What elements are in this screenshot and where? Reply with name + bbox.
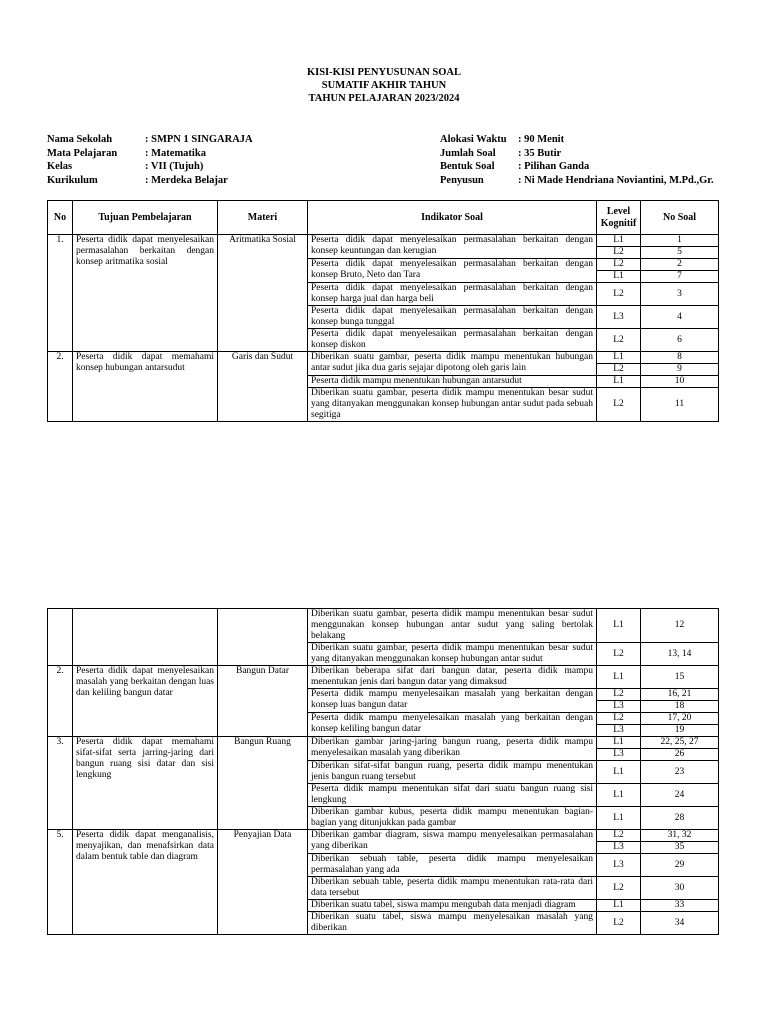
indicator: Peserta didik mampu menentukan sifat dari suatu bangun ruang sisi lengkung bbox=[308, 784, 597, 807]
cognitive-level: L2 bbox=[597, 713, 641, 725]
meta-value: : SMPN 1 SINGARAJA bbox=[145, 134, 253, 145]
indicator: Peserta didik dapat menyelesaikan permasalahan berkaitan dengan konsep Bruto, Neto dan Tara bbox=[308, 259, 597, 283]
question-number: 4 bbox=[641, 306, 719, 329]
meta-label: Kurikulum bbox=[47, 174, 98, 186]
table-row bbox=[48, 352, 719, 364]
question-number: 8 bbox=[641, 352, 719, 364]
kisi-kisi-table-part-2 bbox=[47, 608, 719, 935]
col-header-indikator: Indikator Soal bbox=[308, 201, 597, 235]
col-header-no-soal: No Soal bbox=[641, 201, 719, 235]
question-number: 11 bbox=[641, 388, 719, 422]
question-number: 22, 25, 27 bbox=[641, 737, 719, 749]
row-number: 2. bbox=[48, 666, 73, 737]
cognitive-level: L3 bbox=[597, 725, 641, 737]
learning-objective: Peserta didik dapat memahami sifat-sifat serta jarring-jaring dari bangun ruang sisi datar dan sisi lengkung bbox=[73, 737, 218, 830]
table-row bbox=[48, 609, 719, 643]
question-number: 26 bbox=[641, 749, 719, 761]
question-number: 6 bbox=[641, 329, 719, 352]
title-line-3: TAHUN PELAJARAN 2023/2024 bbox=[308, 93, 460, 104]
meta-label: Nama Sekolah bbox=[47, 134, 113, 145]
row-number: 5. bbox=[48, 830, 73, 935]
cognitive-level: L1 bbox=[597, 352, 641, 364]
meta-label: Kelas bbox=[47, 161, 73, 172]
meta-label: Alokasi Waktu bbox=[440, 134, 507, 145]
cognitive-level: L3 bbox=[597, 749, 641, 761]
cognitive-level: L1 bbox=[597, 666, 641, 689]
indicator: Diberikan suatu tabel, siswa mampu mengubah data menjadi diagram bbox=[308, 900, 597, 912]
question-number: 29 bbox=[641, 854, 719, 877]
row-number: 1. bbox=[48, 235, 73, 352]
indicator: Peserta didik dapat menyelesaikan permasalahan berkaitan dengan konsep diskon bbox=[308, 329, 597, 352]
cognitive-level: L3 bbox=[597, 701, 641, 713]
indicator: Diberikan gambar jaring-jaring bangun ruang, peserta didik mampu menyelesaikan masalah yang diberikan bbox=[308, 737, 597, 761]
question-number: 24 bbox=[641, 784, 719, 807]
material-empty bbox=[218, 609, 308, 666]
title-line-2: SUMATIF AKHIR TAHUN bbox=[321, 80, 447, 91]
row-number: 3. bbox=[48, 737, 73, 830]
material: Aritmatika Sosial bbox=[218, 235, 308, 352]
indicator: Diberikan sebuah table, peserta didik mampu menentukan rata-rata dari data tersebut bbox=[308, 877, 597, 900]
col-header-tujuan: Tujuan Pembelajaran bbox=[73, 201, 218, 235]
indicator: Diberikan suatu gambar, peserta didik mampu menentukan besar sudut yang ditanyakan menggunakan konsep hubungan antar sudut bbox=[308, 643, 597, 666]
document-title bbox=[0, 66, 768, 105]
question-number: 3 bbox=[641, 283, 719, 306]
question-number: 35 bbox=[641, 842, 719, 854]
col-header-no: No bbox=[48, 201, 73, 235]
indicator: Diberikan suatu gambar, peserta didik mampu menentukan besar sudut yang ditanyakan menggunakan konsep hubungan antar sudut pada sebuah segitiga bbox=[308, 388, 597, 422]
cognitive-level: L2 bbox=[597, 830, 641, 842]
cognitive-level: L1 bbox=[597, 807, 641, 830]
indicator: Peserta didik mampu menyelesaikan masalah yang berkaitan dengan konsep keliling bangun datar bbox=[308, 713, 597, 737]
meta-label: Penyusun bbox=[440, 174, 484, 186]
cognitive-level: L3 bbox=[597, 854, 641, 877]
question-number: 19 bbox=[641, 725, 719, 737]
meta-label: Mata Pelajaran bbox=[47, 147, 118, 159]
meta-label: Jumlah Soal bbox=[440, 147, 496, 159]
meta-value: : Pilihan Ganda bbox=[518, 161, 590, 172]
cognitive-level: L3 bbox=[597, 306, 641, 329]
learning-objective: Peserta didik dapat menyelesaikan masalah yang berkaitan dengan luas dan keliling bangun datar bbox=[73, 666, 218, 737]
indicator: Diberikan suatu tabel, siswa mampu menyelesaikan masalah yang diberikan bbox=[308, 912, 597, 935]
indicator: Diberikan beberapa sifat dari bangun datar, peserta didik mampu menentukan jenis dari bangun datar yang dimaksud bbox=[308, 666, 597, 689]
meta-value: : Matematika bbox=[145, 147, 206, 159]
table-header-row bbox=[48, 201, 719, 235]
cognitive-level: L2 bbox=[597, 364, 641, 376]
indicator: Diberikan suatu gambar, peserta didik mampu menentukan besar sudut menggunakan konsep hubungan antar sudut yang saling bertolak belakang bbox=[308, 609, 597, 643]
cognitive-level: L2 bbox=[597, 877, 641, 900]
table-row bbox=[48, 666, 719, 689]
meta-right bbox=[440, 133, 714, 187]
cognitive-level: L1 bbox=[597, 784, 641, 807]
indicator: Peserta didik mampu menyelesaikan masalah yang berkaitan dengan konsep luas bangun datar bbox=[308, 689, 597, 713]
cognitive-level: L1 bbox=[597, 761, 641, 784]
question-number: 18 bbox=[641, 701, 719, 713]
question-number: 30 bbox=[641, 877, 719, 900]
question-number: 5 bbox=[641, 247, 719, 259]
question-number: 15 bbox=[641, 666, 719, 689]
cognitive-level: L2 bbox=[597, 247, 641, 259]
cognitive-level: L2 bbox=[597, 689, 641, 701]
indicator: Diberikan sifat-sifat bangun ruang, peserta didik mampu menentukan jenis bangun ruang tersebut bbox=[308, 761, 597, 784]
cognitive-level: L2 bbox=[597, 912, 641, 935]
question-number: 28 bbox=[641, 807, 719, 830]
cognitive-level: L1 bbox=[597, 737, 641, 749]
indicator: Peserta didik mampu menentukan hubungan antarsudut bbox=[308, 376, 597, 388]
material: Bangun Datar bbox=[218, 666, 308, 737]
cognitive-level: L1 bbox=[597, 376, 641, 388]
question-number: 33 bbox=[641, 900, 719, 912]
question-number: 9 bbox=[641, 364, 719, 376]
table-row bbox=[48, 235, 719, 247]
cognitive-level: L2 bbox=[597, 388, 641, 422]
cognitive-level: L2 bbox=[597, 329, 641, 352]
cognitive-level: L3 bbox=[597, 842, 641, 854]
meta-left bbox=[47, 133, 253, 187]
cognitive-level: L1 bbox=[597, 271, 641, 283]
indicator: Diberikan gambar diagram, siswa mampu menyelesaikan permasalahan yang diberikan bbox=[308, 830, 597, 854]
indicator: Peserta didik dapat menyelesaikan permasalahan berkaitan dengan konsep harga jual dan harga beli bbox=[308, 283, 597, 306]
indicator: Peserta didik dapat menyelesaikan permasalahan berkaitan dengan konsep keuntungan dan kerugian bbox=[308, 235, 597, 259]
question-number: 17, 20 bbox=[641, 713, 719, 725]
indicator: Diberikan suatu gambar, peserta didik mampu menentukan hubungan antar sudut jika dua garis sejajar dipotong oleh garis lain bbox=[308, 352, 597, 376]
row-number: 2. bbox=[48, 352, 73, 422]
cognitive-level: L2 bbox=[597, 283, 641, 306]
question-number: 13, 14 bbox=[641, 643, 719, 666]
cognitive-level: L1 bbox=[597, 609, 641, 643]
question-number: 31, 32 bbox=[641, 830, 719, 842]
meta-value: : Ni Made Hendriana Noviantini, M.Pd.,Gr. bbox=[518, 174, 714, 186]
learning-objective: Peserta didik dapat memahami konsep hubungan antarsudut bbox=[73, 352, 218, 422]
cognitive-level: L1 bbox=[597, 900, 641, 912]
question-number: 2 bbox=[641, 259, 719, 271]
indicator: Diberikan sebuah table, peserta didik mampu menyelesaikan permasalahan yang ada bbox=[308, 854, 597, 877]
question-number: 10 bbox=[641, 376, 719, 388]
cognitive-level: L1 bbox=[597, 235, 641, 247]
meta-label: Bentuk Soal bbox=[440, 161, 495, 172]
col-header-materi: Materi bbox=[218, 201, 308, 235]
material: Penyajian Data bbox=[218, 830, 308, 935]
question-number: 12 bbox=[641, 609, 719, 643]
material: Garis dan Sudut bbox=[218, 352, 308, 422]
table-row bbox=[48, 830, 719, 842]
col-header-level: Level Kognitif bbox=[597, 201, 641, 235]
title-line-1: KISI-KISI PENYUSUNAN SOAL bbox=[306, 67, 462, 78]
question-number: 7 bbox=[641, 271, 719, 283]
learning-objective: Peserta didik dapat menyelesaikan permasalahan berkaitan dengan konsep aritmatika sosial bbox=[73, 235, 218, 352]
meta-value: : 35 Butir bbox=[518, 147, 562, 159]
table-row bbox=[48, 737, 719, 749]
material: Bangun Ruang bbox=[218, 737, 308, 830]
meta-value: : 90 Menit bbox=[518, 134, 565, 145]
meta-value: : Merdeka Belajar bbox=[145, 174, 228, 186]
question-number: 23 bbox=[641, 761, 719, 784]
cognitive-level: L2 bbox=[597, 259, 641, 271]
row-number-empty bbox=[48, 609, 73, 666]
question-number: 1 bbox=[641, 235, 719, 247]
question-number: 16, 21 bbox=[641, 689, 719, 701]
question-number: 34 bbox=[641, 912, 719, 935]
meta-value: : VII (Tujuh) bbox=[145, 161, 204, 172]
learning-objective: Peserta didik dapat menganalisis, menyajikan, dan menafsirkan data dalam bentuk table dan diagram bbox=[73, 830, 218, 935]
cognitive-level: L2 bbox=[597, 643, 641, 666]
indicator: Diberikan gambar kubus, peserta didik mampu menentukan bagian-bagian yang ditunjukkan pada gambar bbox=[308, 807, 597, 830]
indicator: Peserta didik dapat menyelesaikan permasalahan berkaitan dengan konsep bunga tunggal bbox=[308, 306, 597, 329]
learning-objective-empty bbox=[73, 609, 218, 666]
kisi-kisi-table-part-1 bbox=[47, 200, 719, 422]
